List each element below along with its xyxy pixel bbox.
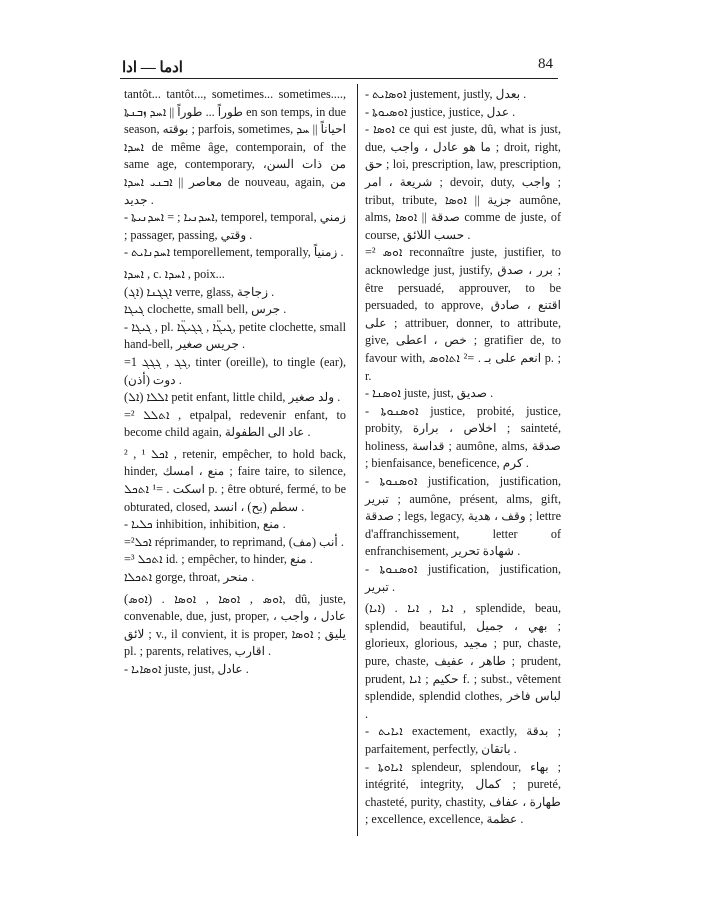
entry: - ܐܚܕܢܝܐ ; = ܐܚܕܢܝܬܐ, temporel, temporal, زمني ; passager, passing, وقتي . [124, 210, 347, 242]
entry: (ܐܘܣ) . ܐܘܣ , ܐܘܣܐ , ܐܘܣܐ, dû, juste, convenable, due, just, proper, عادل ، واجب ، لائق ; v., il convient, it is proper, يليق ; ܐܘܣܐ pl. ; parents, relatives, اقارب . [124, 591, 346, 659]
entry: - ܐܘܣܝܘܬܐ justice, justice, عدل . [365, 104, 516, 119]
entry: =³ ܐܬܟܠ id. ; empêcher, to hinder, منع . [124, 552, 313, 567]
entry: - ܓܝܓܐ , pl. ܓܝܓ̈ܐ , ܓܓܝܓ̈ܐ, petite clochette, small hand-bell, جريس صغير . [124, 319, 346, 352]
entry: ܓܝܓܐ clochette, small bell, جرس . [124, 302, 287, 317]
entry: tantôt... tantôt..., sometimes... sometimes...., طوراً ... طوراً || ܐܚܕ ܙܒܢܬܐ en son temps, in due season, بوقته ; parfois, sometimes, احياناً || ܚܕ ܐܚܕܐ de même âge, contemporain, of the same age, contemporary, من ذات السن، معاصر || ܐܒܢܝ ܐܚܕܐ de nouveau, again, من جديد . [124, 87, 347, 207]
entry: - ܐܘܣܐܝܐ juste, just, عادل . [124, 662, 249, 676]
entry: (ܐܓ) ܐܓܓܢܐ verre, glass, زجاجة . [124, 284, 275, 299]
left-column [124, 86, 346, 679]
entry: - ܐܘܣܢܘܬܐ justice, probité, justice, probity, اخلاص ، برارة ; sainteté, holiness, قداسة ; aumône, alms, صدقة ; bienfaisance, beneficence, كرم . [365, 403, 562, 471]
entry: - ܐܘܣܐܝܬ justement, justly, بعدل . [365, 87, 527, 101]
entry: ܐܟܠ ¹ , ² , retenir, empêcher, to hold back, hinder, منع ، امسك ; faire taire, to silence, اسكت . =¹ ܐܬܟܠ p. ; être obturé, fermé, to be obturated, closed, سطم (بح) ، انسد . [124, 446, 347, 514]
entry: - ܐܘܣܢܐ juste, just, صديق . [365, 386, 494, 401]
entry: =1 ܓܓ , ܓܓܓ, tinter (oreille), to tingle (ear), دوت (أذن) . [124, 354, 347, 387]
column-divider [357, 84, 358, 836]
right-column [365, 86, 561, 829]
entry: - ܐܝܐܘܬܐ splendeur, splendour, بهاء ; intégrité, integrity, كمال ; pureté, chasteté, purity, chastity, طهارة ، عفاف ; excellence, excellence, عظمة . [365, 759, 561, 827]
entry: - ܐܚܕܢܐܝܬ temporellement, temporally, زمنياً . [124, 245, 344, 260]
entry: (ܐܝܐ) . ܐܝܐ , ܐܝܐ , splendide, beau, splendid, beautiful, بهي ، جميل ; glorieux, glorious, مجيد ; pur, chaste, pure, chaste, طاهر ، عفيف ; prudent, prudent, حكيم ; ܐܝܐ f. ; subst., vêtement splendide, splendid clothes, لباس فاخر . [365, 601, 562, 721]
entry: =² ܐܬܠܠ , etpalpal, redevenir enfant, to become child again, عاد الى الطفولة . [124, 407, 346, 440]
entry: (ܐܠ) ܐܠܠܐ petit enfant, little child, ولد صغير . [124, 390, 341, 405]
entry: - ܟܠܝܐ inhibition, inhibition, منع . [124, 517, 286, 532]
header-rule [120, 78, 558, 79]
running-head: ادما — ادا [122, 60, 183, 76]
entry: - ܐܝܐܝܬ exactement, exactly, بدقة ; parfaitement, perfectly, باتقان . [365, 724, 562, 756]
entry: - ܐܘܣܐ ce qui est juste, dû, what is just, due, ما هو عادل ، واجب ; droit, right, حق ; loi, prescription, law, prescription, شريعة ، امر ; devoir, duty, واجب ; tribut, tribute, جزية || ܐܘܣܐ aumône, alms, صدقة || ܐܘܣܐ comme de juste, of course, حسب اللائق . [365, 122, 561, 242]
entry: - ܐܘܣܢܘܬܐ justification, justification, تبرير ; aumône, présent, alms, gift, صدقة ; legs, legacy, وقف ، هدية ; lettre d'affranchissement, letter of enfranchisement, شهادة تحرير . [365, 474, 562, 559]
entry: =²ܐܟܠ réprimander, to reprimand, أنب (مف) . [124, 534, 344, 549]
entry: =² ܐܘܣ reconnaître juste, justifier, to acknowledge just, justify, برر ، صدق ; être persuadé, approuver, to be persuaded, to approve, اقتنع ، صادق على ; attribuer, donner, to attribute, give, خص ، اعطى ; gratifier de, to favour with, انعم على بـ . =² ܐܬܐܘܣ p. ; r. [365, 245, 561, 383]
entry: ܐܬܟܠܐ gorge, throat, منحر . [124, 570, 255, 585]
entry: - ܐܘܣܢܘܬܐ justification, justification, تبرير . [365, 562, 562, 594]
entry: ܐܚܕܐ , c. ܐܚܕܐ , poix... [124, 266, 225, 281]
page-number: 84 [538, 56, 553, 72]
